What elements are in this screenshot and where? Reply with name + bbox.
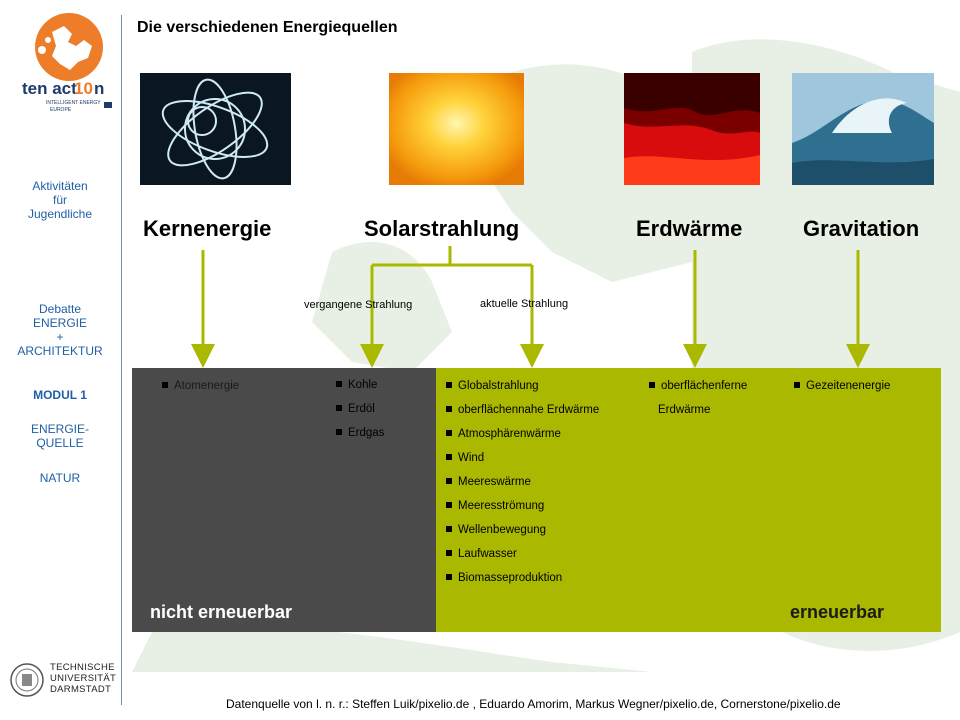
bullet-icon [446,502,452,508]
bullet-icon [649,382,655,388]
bullet-icon [446,454,452,460]
list-item-text: Biomasseproduktion [458,572,563,584]
bullet-icon [446,526,452,532]
bullet-icon [446,382,452,388]
list-item [446,572,562,584]
list-item [794,380,890,392]
nav-natur[interactable]: NATUR [39,471,81,485]
list-item [446,548,517,560]
list-item-text: Erdgas [348,427,385,439]
sidebar-divider [121,15,122,705]
list-item-continuation: Erdwärme [658,404,711,416]
list-item [446,476,531,488]
list-item-text: Laufwasser [458,548,517,560]
svg-text:INTELLIGENT ENERGY: INTELLIGENT ENERGY [46,100,101,106]
list-item-text: Meereswärme [458,476,531,488]
heading-solarstrahlung: Solarstrahlung [364,216,520,241]
svg-text:EUROPE: EUROPE [50,107,72,113]
label-vergangene-strahlung: vergangene Strahlung [304,299,413,311]
nav-aktivitaeten-line2: für [52,193,67,207]
bullet-icon [336,429,342,435]
sidebar [0,0,122,720]
list-item [336,379,377,391]
list-item [446,524,546,536]
list-item-text: Wind [458,452,485,464]
bullet-icon [446,430,452,436]
nav-aktivitaeten-line1: Aktivitäten [32,179,88,193]
list-item [446,380,539,392]
sun-photo [389,73,524,185]
tu-darmstadt-logo [10,658,120,704]
list-item-text: oberflächenferne [661,380,748,392]
tu-line2: UNIVERSITÄT [50,673,117,684]
page-title: Die verschiedenen Energiequellen [137,19,398,36]
nav-debatte-line1: Debatte [38,302,82,316]
list-item [649,380,747,392]
bullet-icon [446,550,452,556]
nav-debatte[interactable] [0,302,120,358]
bullet-icon [446,478,452,484]
svg-text:ten act: ten act [22,79,77,98]
nuclear-photo [140,73,291,185]
nav-energie-line1: ENERGIE- [30,422,89,436]
label-erneuerbar: erneuerbar [790,602,885,622]
list-item [336,427,384,439]
label-aktuelle-strahlung: aktuelle Strahlung [480,298,569,310]
list-item [446,404,599,416]
list-item-text: Meeresströmung [458,500,545,512]
bullet-icon [336,381,342,387]
image-source-credits: Datenquelle von l. n. r.: Steffen Luik/pixelio.de , Eduardo Amorim, Markus Wegner/pixelio.de, Cornerstone/pixelio.de [226,697,841,711]
tu-line3: DARMSTADT [50,684,112,695]
list-item [446,428,561,440]
nav-energie-quelle[interactable] [0,422,120,450]
list-item-text: oberflächennahe Erdwärme [458,404,600,416]
svg-text:n: n [94,79,105,98]
nav-debatte-line3: + [56,330,64,344]
list-item-text: Atomenergie [174,380,240,392]
list-item [446,452,484,464]
list-item-text: Kohle [348,379,378,391]
list-item-text: Atmosphärenwärme [458,428,561,440]
heading-erdwaerme: Erdwärme [636,216,743,241]
list-item-text: Erdöl [348,403,375,415]
nav-aktivitaeten-line3: Jugendliche [27,207,93,221]
wave-photo [792,73,934,185]
heading-kernenergie: Kernenergie [143,216,272,241]
heading-gravitation: Gravitation [803,216,920,241]
nonrenewable-panel [132,368,436,632]
list-item-text: Gezeitenenergie [806,380,891,392]
list-item [446,500,544,512]
list-item-text: Globalstrahlung [458,380,539,392]
tu-seal-icon [10,660,44,700]
bullet-icon [794,382,800,388]
bullet-icon [336,405,342,411]
label-nicht-erneuerbar: nicht erneuerbar [150,602,293,622]
ten-act10n-logo [22,12,114,116]
nav-aktivitaeten[interactable] [0,179,120,221]
lava-photo [624,73,760,185]
nav-debatte-line4: ARCHITEKTUR [17,344,103,358]
nav-debatte-line2: ENERGIE [32,316,87,330]
bullet-icon [446,406,452,412]
list-item [336,403,375,415]
nav-modul-1[interactable]: MODUL 1 [33,388,87,402]
list-item-text: Wellenbewegung [458,524,547,536]
tu-line1: TECHNISCHE [50,662,115,673]
list-item [162,380,239,392]
bullet-icon [446,574,452,580]
nav-energie-line2: QUELLE [36,436,84,450]
bullet-icon [162,382,168,388]
svg-text:10: 10 [74,79,93,98]
